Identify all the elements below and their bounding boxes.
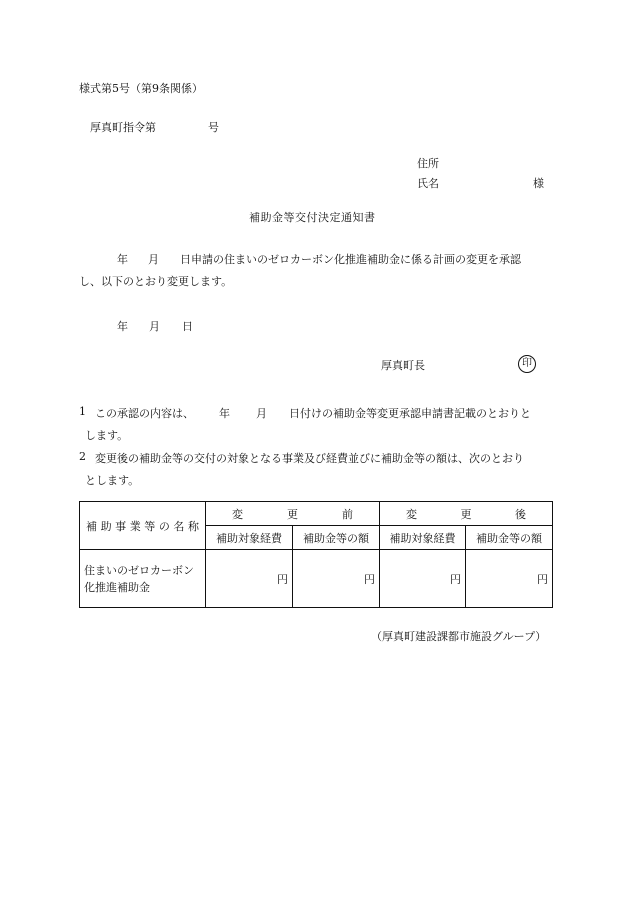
after-eligible-cost-header: 補助対象経費: [380, 526, 466, 550]
footer-department: （厚真町建設課都市施設グループ）: [371, 630, 547, 643]
item-1-month: 月: [256, 407, 267, 420]
after-subsidy-amount-cell: 円: [466, 550, 553, 608]
body-year: 年: [117, 253, 128, 266]
item-1-text-wrap: します。: [85, 429, 129, 442]
issuer-name: 厚真町長: [381, 359, 425, 372]
item-1-year: 年: [219, 407, 230, 420]
document-number-prefix: 厚真町指令第: [90, 121, 156, 134]
before-eligible-cost-header: 補助対象経費: [206, 526, 293, 550]
date-month: 月: [149, 320, 160, 333]
before-subsidy-amount-header: 補助金等の額: [293, 526, 380, 550]
item-2-text-wrap: とします。: [85, 474, 140, 487]
table-row: [80, 550, 553, 608]
body-text: 日申請の住まいのゼロカーボン化推進補助金に係る計画の変更を承認: [180, 253, 521, 266]
date-day: 日: [182, 320, 193, 333]
body-text-continued: し、以下のとおり変更します。: [79, 275, 233, 288]
item-1-text: この承認の内容は、: [95, 407, 194, 420]
honorific: 様: [533, 177, 544, 190]
address-label: 住所: [417, 157, 439, 170]
after-change-header: 変 更 後: [380, 502, 553, 526]
amount-table: [79, 501, 553, 608]
before-subsidy-amount-cell: 円: [293, 550, 380, 608]
seal-mark: 印: [518, 355, 536, 373]
body-month: 月: [148, 253, 159, 266]
before-eligible-cost-cell: 円: [206, 550, 293, 608]
name-label: 氏名: [417, 177, 439, 190]
form-label: 様式第5号（第9条関係）: [79, 82, 203, 95]
item-2-text: 変更後の補助金等の交付の対象となる事業及び経費並びに補助金等の額は、次のとおり: [95, 452, 524, 465]
table-header-row: [80, 502, 553, 526]
document-number-suffix: 号: [208, 121, 219, 134]
document-title: 補助金等交付決定通知書: [249, 211, 376, 224]
item-1-text-cont: 日付けの補助金等変更承認申請書記載のとおりと: [289, 407, 531, 420]
date-year: 年: [117, 320, 128, 333]
after-subsidy-amount-header: 補助金等の額: [466, 526, 553, 550]
before-change-header: 変 更 前: [206, 502, 380, 526]
item-1-number: 1: [79, 405, 86, 418]
project-name-cell: 住まいのゼロカーボン 化推進補助金: [80, 550, 206, 608]
project-name-header: 補 助 事 業 等 の 名 称: [80, 502, 206, 550]
item-2-number: 2: [79, 450, 86, 463]
after-eligible-cost-cell: 円: [380, 550, 466, 608]
